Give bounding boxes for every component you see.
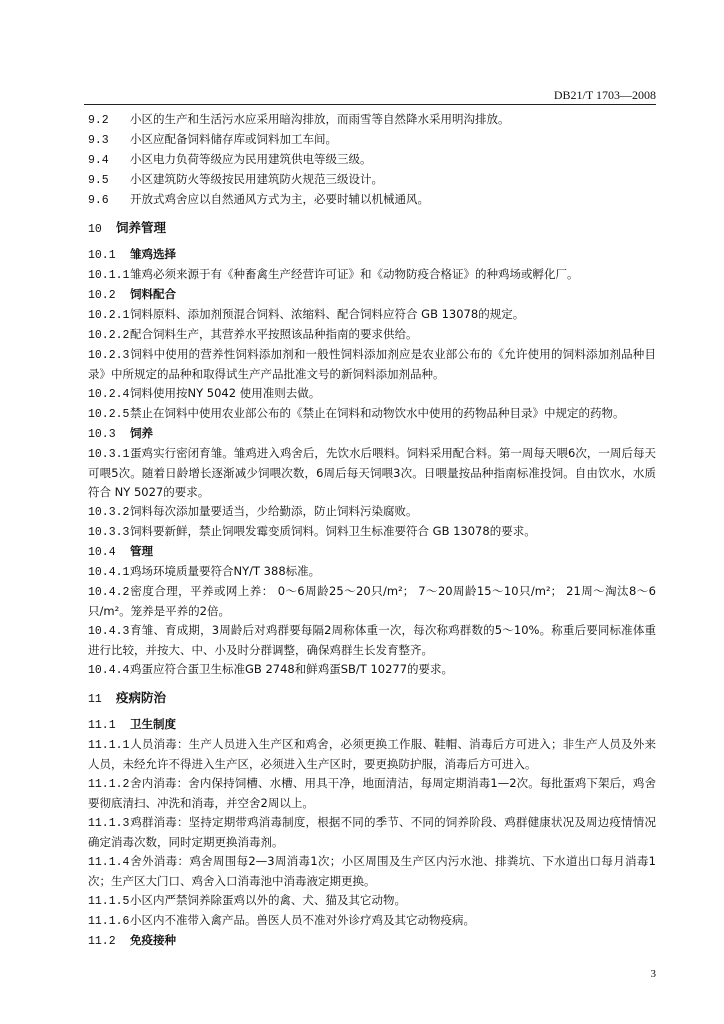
clause-text: 育雏、育成期，3周龄后对鸡群要每隔2周称体重一次，每次称鸡群数的5～10%。称重后要同标准体重进行比较，并按大、中、小及时分群调整，确保鸡群生长发育整齐。 [88,623,656,657]
clause-number: 11.1.1 [88,739,130,752]
clause-number: 10.4.4 [88,664,130,677]
clause-number: 11.1.6 [88,915,130,928]
clause [88,660,656,680]
clause-number: 10.1 [88,249,116,262]
clause-number: 10 [88,223,102,236]
subsection-heading [88,424,656,444]
clause [88,621,656,660]
clause [88,911,656,931]
clause [88,522,656,542]
clause-text: 雏鸡必须来源于有《种畜禽生产经营许可证》和《动物防疫合格证》的种鸡场或孵化厂。 [130,267,579,281]
subsection-heading [88,931,656,951]
clause-text: 饲料每次添加量要适当，少给勤添，防止饲料污染腐败。 [130,504,418,518]
clause-number: 10.3.1 [88,448,130,461]
subsection-heading [88,542,656,562]
clause-number: 10.4.2 [88,586,130,599]
clause-number: 10.4.1 [88,566,130,579]
clause-text: 免疫接种 [130,933,176,947]
clause-text: 小区的生产和生活污水应采用暗沟排放，而雨雪等自然降水采用明沟排放。 [130,112,510,126]
clause-number: 11.1.4 [88,856,130,869]
clause-number: 10.3.3 [88,526,130,539]
section-heading [88,688,656,709]
document-code: DB21/T 1703—2008 [553,88,656,102]
clause-text: 蛋鸡实行密闭育雏。雏鸡进入鸡舍后，先饮水后喂料。饲料采用配合料。第一周每天喂6次，一周后每天可喂5次。随着日龄增长逐渐减少饲喂次数，6周后每天饲喂3次。日喂量按品种指南标准投饲。自由饮水，水质符合 NY 5027的要求。 [88,446,656,499]
clause-text: 舍外消毒：鸡舍周围每2—3周消毒1次；小区周围及生产区内污水池、排粪坑、下水道出口每月消毒1次；生产区大门口、鸡舍入口消毒池中消毒液定期更换。 [88,854,656,888]
clause-text: 鸡群消毒：坚持定期带鸡消毒制度，根据不同的季节、不同的饲养阶段、鸡群健康状况及周边疫情情况确定消毒次数，同时定期更换消毒剂。 [88,815,656,849]
clause-number: 9.2 [88,114,109,127]
clause [88,190,656,210]
clause-number: 10.3.2 [88,506,130,519]
clause [88,110,656,130]
clause-number: 10.2.3 [88,349,130,362]
clause-text: 饲料中使用的营养性饲料添加剂和一般性饲料添加剂应是农业部公布的《允许使用的饲料添加剂品种目录》中所规定的品种和取得试生产产品批准文号的新饲料添加剂品种。 [88,347,656,381]
clause-number: 11.1.5 [88,895,130,908]
clause [88,305,656,325]
clause-text: 鸡蛋应符合蛋卫生标准GB 2748和鲜鸡蛋SB/T 10277的要求。 [130,662,454,676]
clause-text: 小区建筑防火等级按民用建筑防火规范三级设计。 [130,172,383,186]
clause-text: 疫病防治 [116,690,167,705]
clause [88,562,656,582]
clause-text: 人员消毒：生产人员进入生产区和鸡舍，必须更换工作服、鞋帽、消毒后方可进入；非生产人员及外来人员，未经允许不得进入生产区，必须进入生产区时，要更换防护服，消毒后方可进入。 [88,737,656,771]
clause-number: 9.4 [88,154,109,167]
clause-number: 10.4.3 [88,625,130,638]
clause [88,852,656,891]
clause-number: 11.1.3 [88,817,130,830]
clause-text: 饲料要新鲜，禁止饲喂发霉变质饲料。饲料卫生标准要符合 GB 13078的要求。 [130,524,536,538]
clause [88,404,656,424]
page-number: 3 [650,968,656,980]
subsection-heading [88,285,656,305]
clause [88,813,656,852]
clause [88,891,656,911]
clause-text: 配合饲料生产，其营养水平按照该品种指南的要求供给。 [130,327,418,341]
section-heading [88,218,656,239]
clause [88,345,656,384]
clause-text: 雏鸡选择 [130,247,176,261]
document-body [88,110,656,951]
clause-number: 10.2.5 [88,408,130,421]
clause-number: 10.2.1 [88,309,130,322]
clause [88,774,656,813]
clause-text: 密度合理，平养或网上养： 0～6周龄25～20只/m²； 7～20周龄15～10只/m²； 21周～淘汰8～6只/m²。笼养是平养的2倍。 [88,584,656,618]
clause-number: 11.1.2 [88,778,130,791]
clause-text: 开放式鸡舍应以自然通风方式为主，必要时辅以机械通风。 [130,192,429,206]
clause-number: 10.1.1 [88,269,130,282]
clause [88,265,656,285]
clause-text: 饲料使用按NY 5042 使用准则去做。 [130,386,321,400]
clause-text: 鸡场环境质量要符合NY/T 388标准。 [130,564,321,578]
clause-number: 10.2.4 [88,388,130,401]
subsection-heading [88,715,656,735]
clause-text: 小区电力负荷等级应为民用建筑供电等级三级。 [130,152,372,166]
clause-number: 11 [88,693,102,706]
clause [88,735,656,774]
clause-number: 11.2 [88,935,116,948]
clause-text: 小区内严禁饲养除蛋鸡以外的禽、犬、猫及其它动物。 [130,893,406,907]
clause-text: 管理 [130,544,153,558]
subsection-heading [88,245,656,265]
clause [88,130,656,150]
clause-text: 舍内消毒：舍内保持饲槽、水槽、用具干净，地面清洁，每周定期消毒1—2次。每批蛋鸡下架后，鸡舍要彻底清扫、冲洗和消毒，并空舍2周以上。 [88,776,656,810]
clause-text: 卫生制度 [130,717,176,731]
clause [88,444,656,502]
clause-number: 10.4 [88,546,116,559]
clause [88,170,656,190]
clause-text: 饲养 [130,426,153,440]
clause-number: 11.1 [88,719,116,732]
clause-text: 饲料原料、添加剂预混合饲料、浓缩料、配合饲料应符合 GB 13078的规定。 [130,307,525,321]
header-divider [84,104,656,105]
clause-number: 10.3 [88,428,116,441]
clause-number: 9.5 [88,174,109,187]
clause-number: 10.2.2 [88,329,130,342]
clause-number: 10.2 [88,289,116,302]
clause-number: 9.3 [88,134,109,147]
clause [88,150,656,170]
clause [88,384,656,404]
clause-text: 小区内不准带入禽产品。兽医人员不准对外诊疗鸡及其它动物疫病。 [130,913,475,927]
clause [88,325,656,345]
clause [88,582,656,621]
clause-number: 9.6 [88,194,109,207]
clause-text: 饲养管理 [116,220,167,235]
clause-text: 饲料配合 [130,287,176,301]
clause-text: 禁止在饲料中使用农业部公布的《禁止在饲料和动物饮水中使用的药物品种目录》中规定的药物。 [130,406,625,420]
clause-text: 小区应配备饲料储存库或饲料加工车间。 [130,132,337,146]
clause [88,502,656,522]
